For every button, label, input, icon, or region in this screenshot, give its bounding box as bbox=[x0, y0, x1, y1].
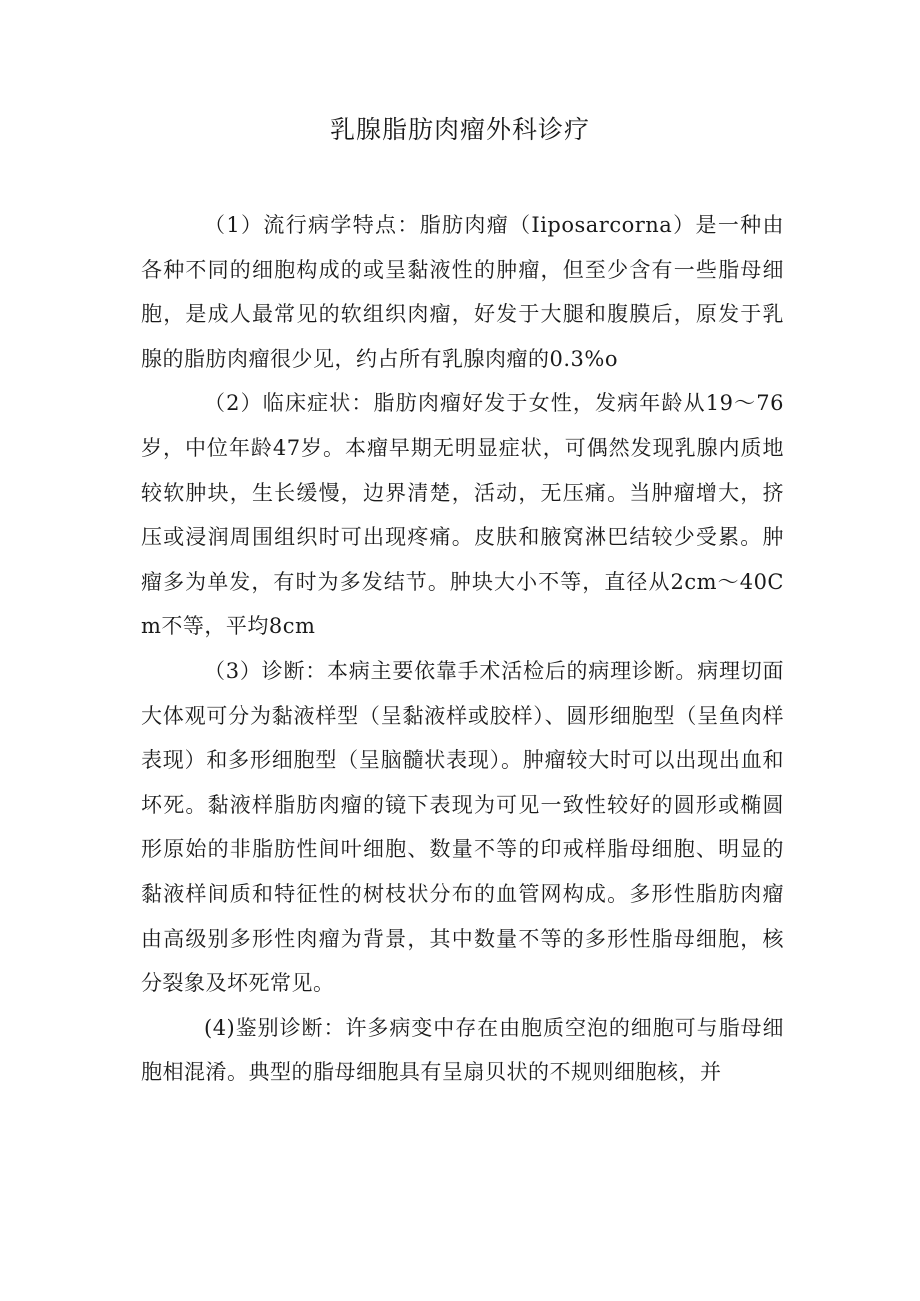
document-body bbox=[141, 203, 784, 1095]
paragraph-epidemiology: （1）流行病学特点：脂肪肉瘤（Iiposarcorna）是一种由各种不同的细胞构成的或呈黏液性的肿瘤，但至少含有一些脂母细胞，是成人最常见的软组织肉瘤，好发于大腿和腹膜后，原发于乳腺的脂肪肉瘤很少见，约占所有乳腺肉瘤的0.3%o bbox=[141, 213, 784, 371]
document-title: 乳腺脂肪肉瘤外科诊疗 bbox=[329, 115, 590, 144]
paragraph-differential-diagnosis: (4)鉴别诊断：许多病变中存在由胞质空泡的细胞可与脂母细胞相混淆。典型的脂母细胞具有呈扇贝状的不规则细胞核，并 bbox=[141, 1015, 784, 1085]
paragraph-diagnosis: （3）诊断：本病主要依靠手术活检后的病理诊断。病理切面大体观可分为黏液样型（呈黏液样或胶样）、圆形细胞型（呈鱼肉样表现）和多形细胞型（呈脑髓状表现）。肿瘤较大时可以出现出血和坏死。黏液样脂肪肉瘤的镜下表现为可见一致性较好的圆形或椭圆形原始的非脂肪性间叶细胞、数量不等的印戒样脂母细胞、明显的黏液样间质和特征性的树枝状分布的血管网构成。多形性脂肪肉瘤由高级别多形性肉瘤为背景，其中数量不等的多形性脂母细胞，核分裂象及坏死常见。 bbox=[141, 658, 784, 996]
paragraph-clinical-symptoms: （2）临床症状：脂肪肉瘤好发于女性，发病年龄从19～76岁，中位年龄47岁。本瘤早期无明显症状，可偶然发现乳腺内质地较软肿块，生长缓慢，边界清楚，活动，无压痛。当肿瘤增大，挤压或浸润周围组织时可出现疼痛。皮肤和腋窝淋巴结较少受累。肿瘤多为单发，有时为多发结节。肿块大小不等，直径从2cm～40Cm不等，平均8cm bbox=[141, 391, 784, 639]
